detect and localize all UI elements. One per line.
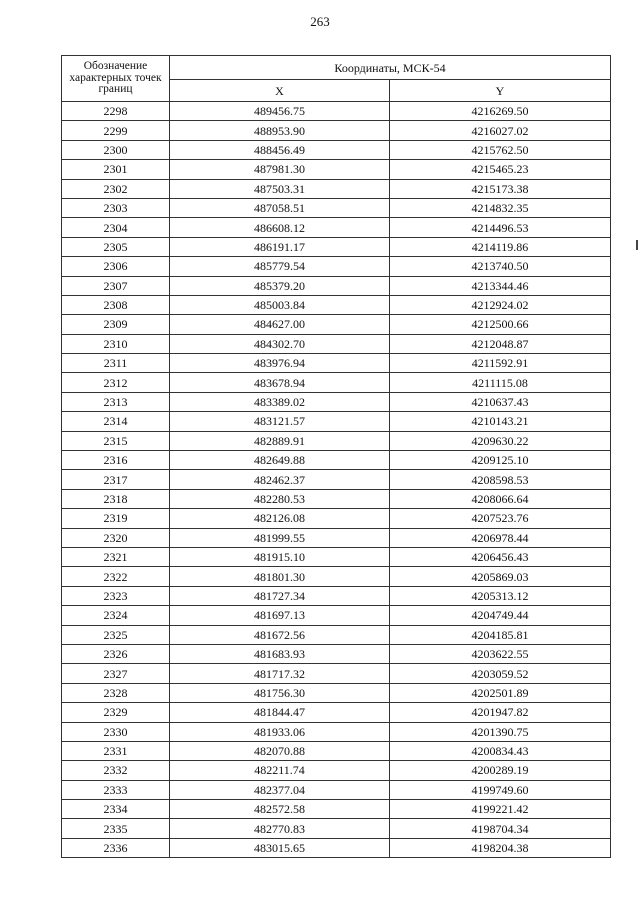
point-id-cell: 2299 — [62, 121, 170, 140]
table-row — [62, 102, 611, 121]
y-coordinate-cell: 4213344.46 — [390, 276, 611, 295]
y-coordinate-cell: 4206978.44 — [390, 528, 611, 547]
x-coordinate-cell: 489456.75 — [170, 102, 390, 121]
table-row — [62, 412, 611, 431]
point-id-cell: 2308 — [62, 295, 170, 314]
point-id-cell: 2311 — [62, 354, 170, 373]
table-row — [62, 470, 611, 489]
y-coordinate-cell: 4199221.42 — [390, 800, 611, 819]
y-coordinate-cell: 4209125.10 — [390, 451, 611, 470]
table-row — [62, 315, 611, 334]
y-coordinate-cell: 4210143.21 — [390, 412, 611, 431]
y-coordinate-cell: 4208598.53 — [390, 470, 611, 489]
table-row — [62, 140, 611, 159]
y-coordinate-cell: 4205313.12 — [390, 586, 611, 605]
y-coordinate-cell: 4212500.66 — [390, 315, 611, 334]
x-coordinate-cell: 481727.34 — [170, 586, 390, 605]
y-coordinate-cell: 4202501.89 — [390, 683, 611, 702]
y-coordinate-cell: 4216027.02 — [390, 121, 611, 140]
table-row — [62, 431, 611, 450]
table-row — [62, 334, 611, 353]
point-id-cell: 2321 — [62, 547, 170, 566]
point-id-cell: 2324 — [62, 606, 170, 625]
page-number: 263 — [310, 14, 330, 29]
x-coordinate-cell: 481672.56 — [170, 625, 390, 644]
point-id-cell: 2300 — [62, 140, 170, 159]
y-coordinate-cell: 4212924.02 — [390, 295, 611, 314]
y-coordinate-cell: 4211115.08 — [390, 373, 611, 392]
x-coordinate-cell: 487503.31 — [170, 179, 390, 198]
x-coordinate-cell: 488456.49 — [170, 140, 390, 159]
point-id-cell: 2328 — [62, 683, 170, 702]
x-coordinate-cell: 483015.65 — [170, 838, 390, 857]
point-id-cell: 2326 — [62, 644, 170, 663]
coordinates-group-header: Координаты, МСК-54 — [170, 56, 611, 80]
table-row — [62, 586, 611, 605]
table-row — [62, 276, 611, 295]
table-row — [62, 489, 611, 508]
point-id-cell: 2322 — [62, 567, 170, 586]
x-coordinate-cell: 482572.58 — [170, 800, 390, 819]
y-coordinate-cell: 4208066.64 — [390, 489, 611, 508]
y-coordinate-cell: 4201390.75 — [390, 722, 611, 741]
x-coordinate-cell: 481717.32 — [170, 664, 390, 683]
point-id-cell: 2327 — [62, 664, 170, 683]
table-row — [62, 509, 611, 528]
point-label-header: Обозначение характерных точек границ — [62, 56, 170, 102]
point-id-cell: 2312 — [62, 373, 170, 392]
point-id-cell: 2336 — [62, 838, 170, 857]
table-row — [62, 547, 611, 566]
table-row — [62, 664, 611, 683]
x-coordinate-cell: 482889.91 — [170, 431, 390, 450]
point-id-cell: 2301 — [62, 160, 170, 179]
x-coordinate-cell: 484302.70 — [170, 334, 390, 353]
table-row — [62, 237, 611, 256]
x-coordinate-cell: 481915.10 — [170, 547, 390, 566]
x-coordinate-cell: 483976.94 — [170, 354, 390, 373]
x-coordinate-cell: 487058.51 — [170, 198, 390, 217]
point-id-cell: 2304 — [62, 218, 170, 237]
coordinates-table — [61, 55, 611, 858]
y-coordinate-cell: 4203622.55 — [390, 644, 611, 663]
table-row — [62, 606, 611, 625]
y-coordinate-cell: 4212048.87 — [390, 334, 611, 353]
x-coordinate-cell: 481933.06 — [170, 722, 390, 741]
x-coordinate-cell: 481999.55 — [170, 528, 390, 547]
point-id-cell: 2318 — [62, 489, 170, 508]
y-coordinate-cell: 4198204.38 — [390, 838, 611, 857]
point-id-cell: 2315 — [62, 431, 170, 450]
y-coordinate-cell: 4200834.43 — [390, 741, 611, 760]
x-coordinate-cell: 483678.94 — [170, 373, 390, 392]
table-row — [62, 160, 611, 179]
x-coordinate-cell: 481756.30 — [170, 683, 390, 702]
table-row — [62, 838, 611, 857]
point-id-cell: 2332 — [62, 761, 170, 780]
y-coordinate-cell: 4203059.52 — [390, 664, 611, 683]
point-id-cell: 2316 — [62, 451, 170, 470]
x-coordinate-cell: 485779.54 — [170, 257, 390, 276]
point-id-cell: 2313 — [62, 392, 170, 411]
x-coordinate-cell: 481801.30 — [170, 567, 390, 586]
table-row — [62, 392, 611, 411]
y-coordinate-cell: 4213740.50 — [390, 257, 611, 276]
x-coordinate-cell: 482377.04 — [170, 780, 390, 799]
table-row — [62, 780, 611, 799]
y-coordinate-cell: 4214496.53 — [390, 218, 611, 237]
table-row — [62, 528, 611, 547]
table-body — [62, 102, 611, 858]
x-column-header: X — [170, 80, 390, 102]
y-coordinate-cell: 4207523.76 — [390, 509, 611, 528]
y-coordinate-cell: 4198704.34 — [390, 819, 611, 838]
x-coordinate-cell: 484627.00 — [170, 315, 390, 334]
y-coordinate-cell: 4204185.81 — [390, 625, 611, 644]
y-coordinate-cell: 4214832.35 — [390, 198, 611, 217]
point-id-cell: 2303 — [62, 198, 170, 217]
x-coordinate-cell: 488953.90 — [170, 121, 390, 140]
y-coordinate-cell: 4199749.60 — [390, 780, 611, 799]
y-column-header: Y — [390, 80, 611, 102]
table-row — [62, 179, 611, 198]
point-id-cell: 2319 — [62, 509, 170, 528]
table-row — [62, 722, 611, 741]
point-id-cell: 2310 — [62, 334, 170, 353]
point-id-cell: 2307 — [62, 276, 170, 295]
x-coordinate-cell: 482211.74 — [170, 761, 390, 780]
table-row — [62, 567, 611, 586]
x-coordinate-cell: 482280.53 — [170, 489, 390, 508]
table-row — [62, 198, 611, 217]
point-id-cell: 2298 — [62, 102, 170, 121]
table-row — [62, 373, 611, 392]
point-id-cell: 2317 — [62, 470, 170, 489]
x-coordinate-cell: 481844.47 — [170, 703, 390, 722]
y-coordinate-cell: 4216269.50 — [390, 102, 611, 121]
x-coordinate-cell: 483389.02 — [170, 392, 390, 411]
x-coordinate-cell: 487981.30 — [170, 160, 390, 179]
table-row — [62, 819, 611, 838]
y-coordinate-cell: 4204749.44 — [390, 606, 611, 625]
x-coordinate-cell: 483121.57 — [170, 412, 390, 431]
point-id-cell: 2305 — [62, 237, 170, 256]
y-coordinate-cell: 4211592.91 — [390, 354, 611, 373]
table-row — [62, 741, 611, 760]
point-id-cell: 2335 — [62, 819, 170, 838]
x-coordinate-cell: 486191.17 — [170, 237, 390, 256]
point-id-cell: 2323 — [62, 586, 170, 605]
x-coordinate-cell: 482126.08 — [170, 509, 390, 528]
point-id-cell: 2334 — [62, 800, 170, 819]
point-id-cell: 2330 — [62, 722, 170, 741]
y-coordinate-cell: 4215173.38 — [390, 179, 611, 198]
y-coordinate-cell: 4200289.19 — [390, 761, 611, 780]
point-id-cell: 2302 — [62, 179, 170, 198]
x-coordinate-cell: 481697.13 — [170, 606, 390, 625]
scan-edge-mark — [636, 240, 638, 250]
table-row — [62, 800, 611, 819]
y-coordinate-cell: 4215465.23 — [390, 160, 611, 179]
table-row — [62, 451, 611, 470]
table-row — [62, 761, 611, 780]
table-row — [62, 257, 611, 276]
table-row — [62, 683, 611, 702]
y-coordinate-cell: 4215762.50 — [390, 140, 611, 159]
x-coordinate-cell: 482070.88 — [170, 741, 390, 760]
x-coordinate-cell: 485003.84 — [170, 295, 390, 314]
y-coordinate-cell: 4210637.43 — [390, 392, 611, 411]
y-coordinate-cell: 4206456.43 — [390, 547, 611, 566]
table-row — [62, 703, 611, 722]
point-id-cell: 2331 — [62, 741, 170, 760]
x-coordinate-cell: 485379.20 — [170, 276, 390, 295]
table-row — [62, 625, 611, 644]
x-coordinate-cell: 482462.37 — [170, 470, 390, 489]
point-id-cell: 2333 — [62, 780, 170, 799]
point-id-cell: 2306 — [62, 257, 170, 276]
table-row — [62, 218, 611, 237]
table-header — [62, 56, 611, 102]
y-coordinate-cell: 4201947.82 — [390, 703, 611, 722]
y-coordinate-cell: 4209630.22 — [390, 431, 611, 450]
table-row — [62, 295, 611, 314]
point-id-cell: 2314 — [62, 412, 170, 431]
x-coordinate-cell: 482649.88 — [170, 451, 390, 470]
point-id-cell: 2309 — [62, 315, 170, 334]
x-coordinate-cell: 481683.93 — [170, 644, 390, 663]
x-coordinate-cell: 482770.83 — [170, 819, 390, 838]
point-id-cell: 2320 — [62, 528, 170, 547]
y-coordinate-cell: 4214119.86 — [390, 237, 611, 256]
point-id-cell: 2325 — [62, 625, 170, 644]
table-row — [62, 644, 611, 663]
y-coordinate-cell: 4205869.03 — [390, 567, 611, 586]
table-row — [62, 354, 611, 373]
x-coordinate-cell: 486608.12 — [170, 218, 390, 237]
point-id-cell: 2329 — [62, 703, 170, 722]
table-row — [62, 121, 611, 140]
